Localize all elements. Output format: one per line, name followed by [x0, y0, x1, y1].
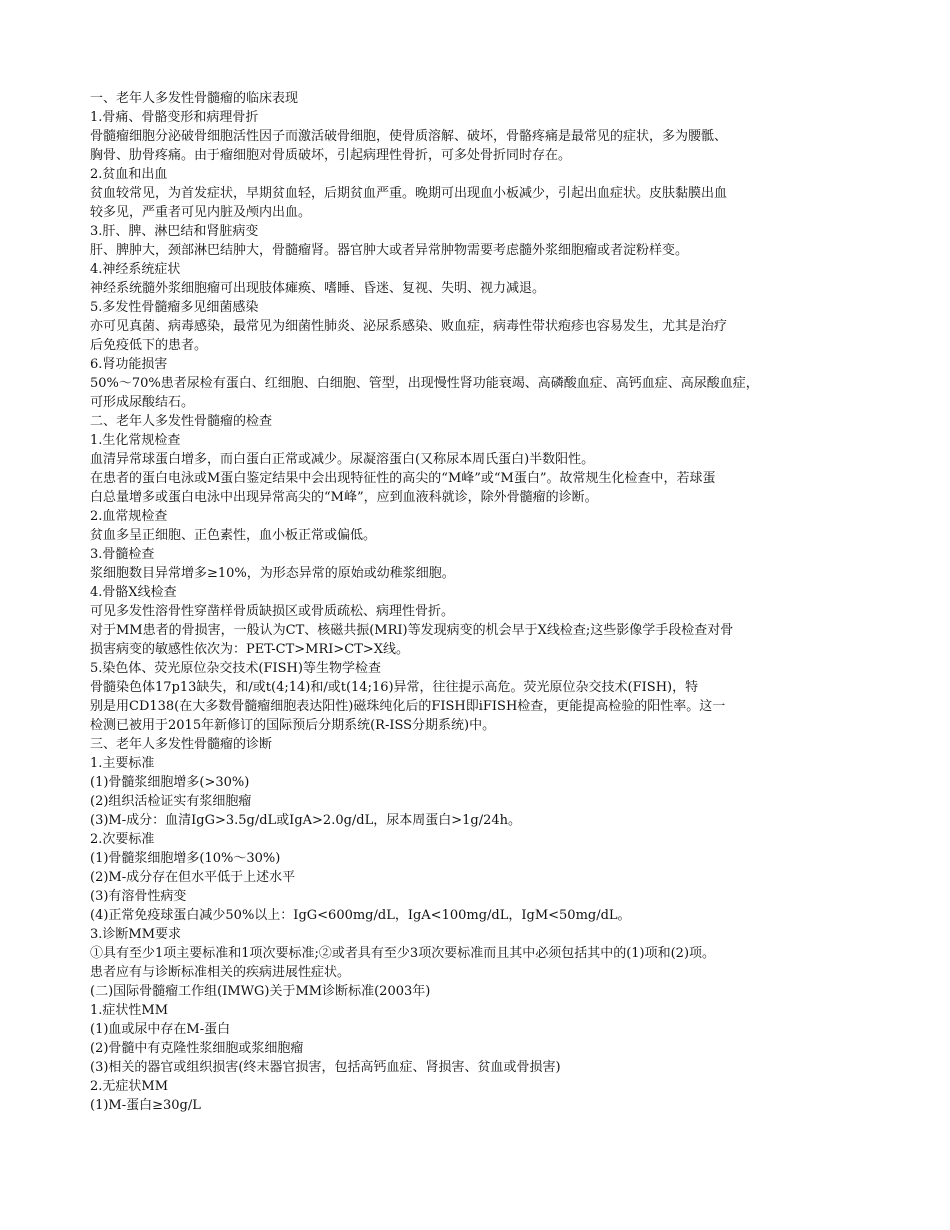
paragraph-line: ①具有至少1项主要标准和1项次要标准;②或者具有至少3项次要标准而且其中必须包括其中的(1)项和(2)项。	[90, 946, 716, 961]
subsection-heading: 3.肝、脾、淋巴结和肾脏病变	[90, 224, 259, 239]
paragraph-line: 较多见，严重者可见内脏及颅内出血。	[90, 205, 312, 220]
paragraph-line: 后免疫低下的患者。	[90, 338, 208, 353]
paragraph-line: 贫血较常见，为首发症状，早期贫血轻，后期贫血严重。晚期可出现血小板减少，引起出血症状。皮肤黏膜出血	[90, 186, 728, 201]
paragraph-line: 神经系统髓外浆细胞瘤可出现肢体瘫痪、嗜睡、昏迷、复视、失明、视力减退。	[90, 281, 546, 296]
paragraph-line: 对于MM患者的骨损害，一般认为CT、核磁共振(MRI)等发现病变的机会早于X线检查;这些影像学手段检查对骨	[90, 623, 734, 638]
paragraph-line: 骨髓染色体17p13缺失，和/或t(4;14)和/或t(14;16)异常，往往提示高危。荧光原位杂交技术(FISH)，特	[90, 680, 699, 695]
subsection-heading: 1.主要标准	[90, 756, 155, 771]
paragraph-line: 别是用CD138(在大多数骨髓瘤细胞表达阳性)磁珠纯化后的FISH即iFISH检查，更能提高检验的阳性率。这一	[90, 699, 726, 714]
subsection-heading: 4.神经系统症状	[90, 262, 181, 277]
paragraph-line: 在患者的蛋白电泳或M蛋白鉴定结果中会出现特征性的高尖的“M峰”或“M蛋白”。故常规生化检查中，若球蛋	[90, 471, 716, 486]
section-heading: (二)国际骨髓瘤工作组(IMWG)关于MM诊断标准(2003年)	[90, 984, 431, 999]
paragraph-line: 亦可见真菌、病毒感染，最常见为细菌性肺炎、泌尿系感染、败血症，病毒性带状疱疹也容易发生，尤其是治疗	[90, 319, 728, 334]
subsection-heading: 4.骨骼X线检查	[90, 585, 177, 600]
paragraph-line: 可形成尿酸结石。	[90, 395, 195, 410]
subsection-heading: 3.骨髓检查	[90, 547, 155, 562]
subsection-heading: 3.诊断MM要求	[90, 927, 182, 942]
paragraph-line: 胸骨、肋骨疼痛。由于瘤细胞对骨质破坏，引起病理性骨折，可多处骨折同时存在。	[90, 148, 572, 163]
paragraph-line: 浆细胞数目异常增多≥10%，为形态异常的原始或幼稚浆细胞。	[90, 566, 455, 581]
list-item: (1)血或尿中存在M-蛋白	[90, 1022, 231, 1037]
list-item: (3)相关的器官或组织损害(终末器官损害，包括高钙血症、肾损害、贫血或骨损害)	[90, 1060, 561, 1075]
list-item: (1)骨髓浆细胞增多(>30%)	[90, 775, 250, 790]
subsection-heading: 1.症状性MM	[90, 1003, 169, 1018]
paragraph-line: 血清异常球蛋白增多，而白蛋白正常或减少。尿凝溶蛋白(又称尿本周氏蛋白)半数阳性。	[90, 452, 595, 467]
paragraph-line: 肝、脾肿大，颈部淋巴结肿大，骨髓瘤肾。器官肿大或者异常肿物需要考虑髓外浆细胞瘤或者淀粉样变。	[90, 243, 689, 258]
paragraph-line: 检测已被用于2015年新修订的国际预后分期系统(R-ISS分期系统)中。	[90, 718, 496, 733]
list-item: (2)M-成分存在但水平低于上述水平	[90, 870, 296, 885]
list-item: (4)正常免疫球蛋白减少50%以上：IgG<600mg/dL，IgA<100mg/dL，IgM<50mg/dL。	[90, 908, 631, 923]
paragraph-line: 患者应有与诊断标准相关的疾病进展性症状。	[90, 965, 351, 980]
subsection-heading: 2.血常规检查	[90, 509, 168, 524]
paragraph-line: 损害病变的敏感性依次为：PET-CT>MRI>CT>X线。	[90, 642, 410, 657]
list-item: (3)M-成分：血清IgG>3.5g/dL或IgA>2.0g/dL，尿本周蛋白>1g/24h。	[90, 813, 522, 828]
paragraph-line: 白总量增多或蛋白电泳中出现异常高尖的“M峰”，应到血液科就诊，除外骨髓瘤的诊断。	[90, 490, 598, 505]
paragraph-line: 可见多发性溶骨性穿凿样骨质缺损区或骨质疏松、病理性骨折。	[90, 604, 455, 619]
list-item: (2)组织活检证实有浆细胞瘤	[90, 794, 252, 809]
list-item: (3)有溶骨性病变	[90, 889, 187, 904]
subsection-heading: 1.生化常规检查	[90, 433, 181, 448]
paragraph-line: 贫血多呈正细胞、正色素性，血小板正常或偏低。	[90, 528, 377, 543]
list-item: (1)骨髓浆细胞增多(10%～30%)	[90, 851, 281, 866]
document-body	[90, 89, 870, 1115]
list-item: (1)M-蛋白≥30g/L	[90, 1098, 201, 1113]
subsection-heading: 2.贫血和出血	[90, 167, 168, 182]
paragraph-line: 50%～70%患者尿检有蛋白、红细胞、白细胞、管型，出现慢性肾功能衰竭、高磷酸血症、高钙血症、高尿酸血症，	[90, 376, 759, 391]
subsection-heading: 2.无症状MM	[90, 1079, 169, 1094]
paragraph-line: 骨髓瘤细胞分泌破骨细胞活性因子而激活破骨细胞，使骨质溶解、破坏，骨骼疼痛是最常见的症状，多为腰骶、	[90, 129, 728, 144]
subsection-heading: 2.次要标准	[90, 832, 155, 847]
list-item: (2)骨髓中有克隆性浆细胞或浆细胞瘤	[90, 1041, 304, 1056]
section-heading: 一、老年人多发性骨髓瘤的临床表现	[90, 91, 299, 106]
subsection-heading: 5.多发性骨髓瘤多见细菌感染	[90, 300, 259, 315]
subsection-heading: 1.骨痛、骨骼变形和病理骨折	[90, 110, 259, 125]
subsection-heading: 6.肾功能损害	[90, 357, 168, 372]
subsection-heading: 5.染色体、荧光原位杂交技术(FISH)等生物学检查	[90, 661, 381, 676]
section-heading: 二、老年人多发性骨髓瘤的检查	[90, 414, 273, 429]
section-heading: 三、老年人多发性骨髓瘤的诊断	[90, 737, 273, 752]
